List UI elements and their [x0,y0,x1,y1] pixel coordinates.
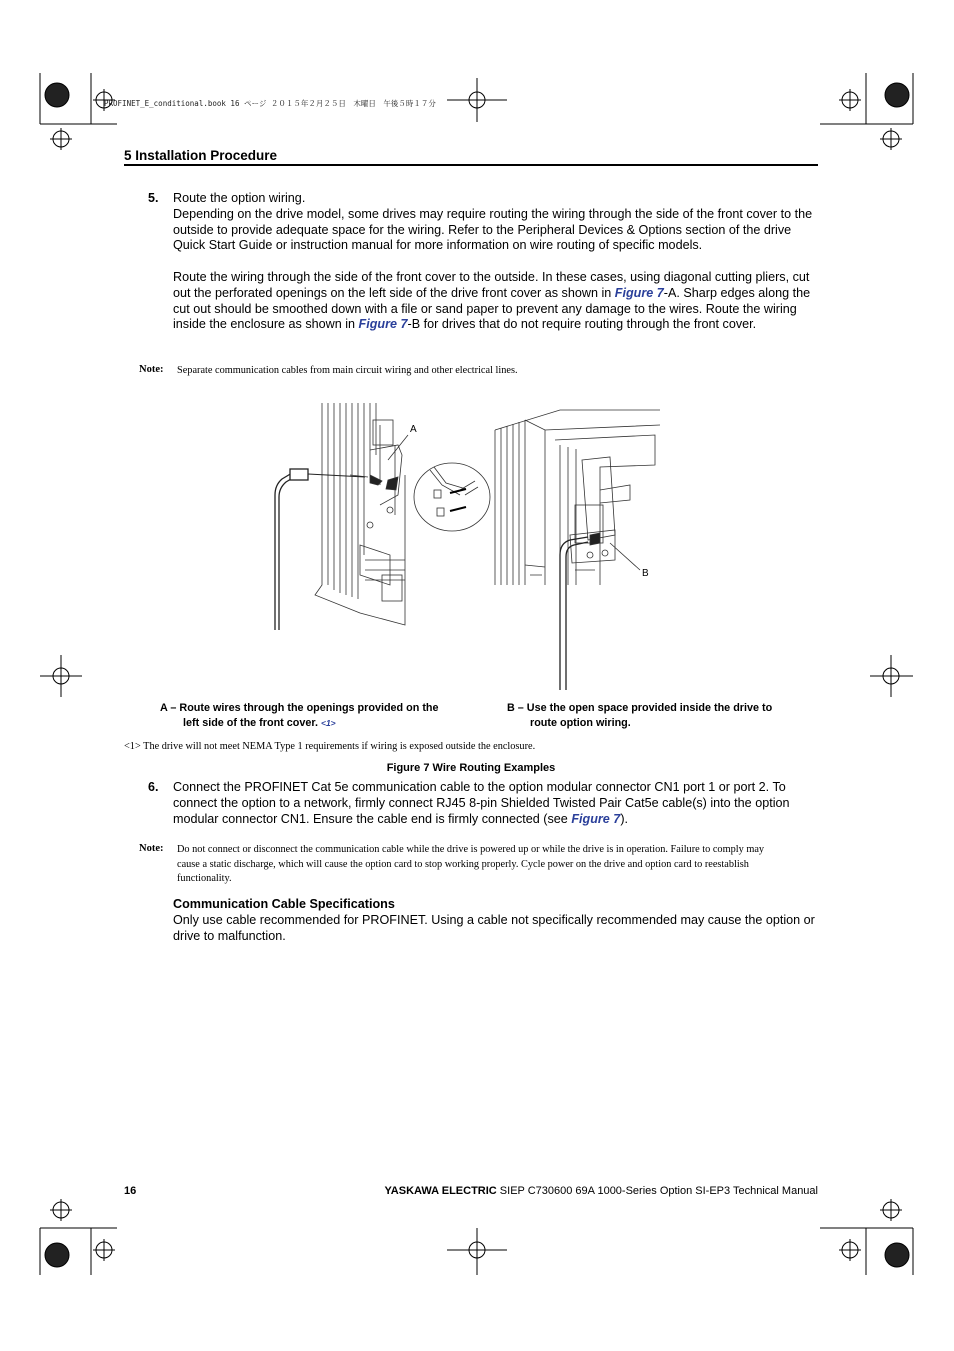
step-6-text: Connect the PROFINET Cat 5e communication cable to the option modular connector CN1 port 1 or port 2. To connect the option to a network, firmly connect RJ45 8-pin Shielded Twisted Pair Cat5e cable(s) into the option modular connector CN1. Ensure the cable end is firmly connected (see Figure 7). [173,780,790,826]
drive-b-illustration [495,410,660,585]
print-header: PROFINET_E_conditional.book 16 ページ ２０１５年２月２５日 木曜日 午後５時１７分 [104,99,436,108]
figure-7-link-c[interactable]: Figure 7 [571,811,621,826]
step-5-para1: Depending on the drive model, some drives may require routing the wiring through the side of the front cover to the outside to provide adequate space for the wiring. Refer to the Peripheral Devices & Options section of the drive Quick Start Guide or instruction manual for more information on wire routing of specific models. [173,206,813,253]
step-5-text [173,191,823,333]
caption-a: A – Route wires through the openings provided on the left side of the front cover. <1> [160,702,439,729]
step-6-number: 6. [148,780,159,794]
pliers-detail [414,463,490,531]
step-5-para2: Route the wiring through the side of the front cover to the outside. In these cases, using diagonal cutting pliers, cut out the perforated openings on the left side of the drive front cover as shown in Figure 7-A. Sharp edges along the cut out should be smoothed down with a file or sand paper to prevent any damage to the wires. Route the wiring inside the enclosure as shown in Figure 7-B for drives that do not require routing through the front cover. [173,269,811,332]
caption-b: B – Use the open space provided inside the drive to route option wiring. [507,702,773,729]
figure-7-link-a[interactable]: Figure 7 [614,285,664,300]
label-b: B [642,568,649,579]
page-number: 16 [124,1185,137,1197]
cable-a [275,469,365,630]
cable-b [560,537,588,690]
note-2-text: Do not connect or disconnect the communication cable while the drive is powered up or while the drive is in operation. Failure to comply may cause a static discharge, which will cause the option card to stop working properly. Cycle power on the drive and option card to reestablish functionality. [177,844,765,884]
section-title: 5 Installation Procedure [124,148,278,163]
figure-footnote: <1> The drive will not meet NEMA Type 1 requirements if wiring is exposed outside the enclosure. [124,741,536,752]
cable-spec-text: Only use cable recommended for PROFINET. Using a cable not specifically recommended may cause the option or drive to malfunction. [173,913,815,943]
cable-spec-heading: Communication Cable Specifications [173,897,395,911]
figure-7-link-b[interactable]: Figure 7 [358,317,408,332]
footer-doc-title: YASKAWA ELECTRIC SIEP C730600 69A 1000-Series Option SI-EP3 Technical Manual [384,1185,818,1197]
step-5-line1: Route the option wiring. [173,191,306,205]
step-5-number: 5. [148,191,159,205]
note-2-label: Note: [139,843,164,854]
note-1-label: Note: [139,364,164,375]
label-a: A [410,424,417,435]
figure-title: Figure 7 Wire Routing Examples [386,762,556,774]
footnote-ref[interactable]: <1> [320,718,336,728]
wire-routing-figure [270,385,695,697]
drive-a-illustration [315,403,408,625]
section-rule [124,164,818,166]
note-1-text: Separate communication cables from main circuit wiring and other electrical lines. [177,365,518,376]
